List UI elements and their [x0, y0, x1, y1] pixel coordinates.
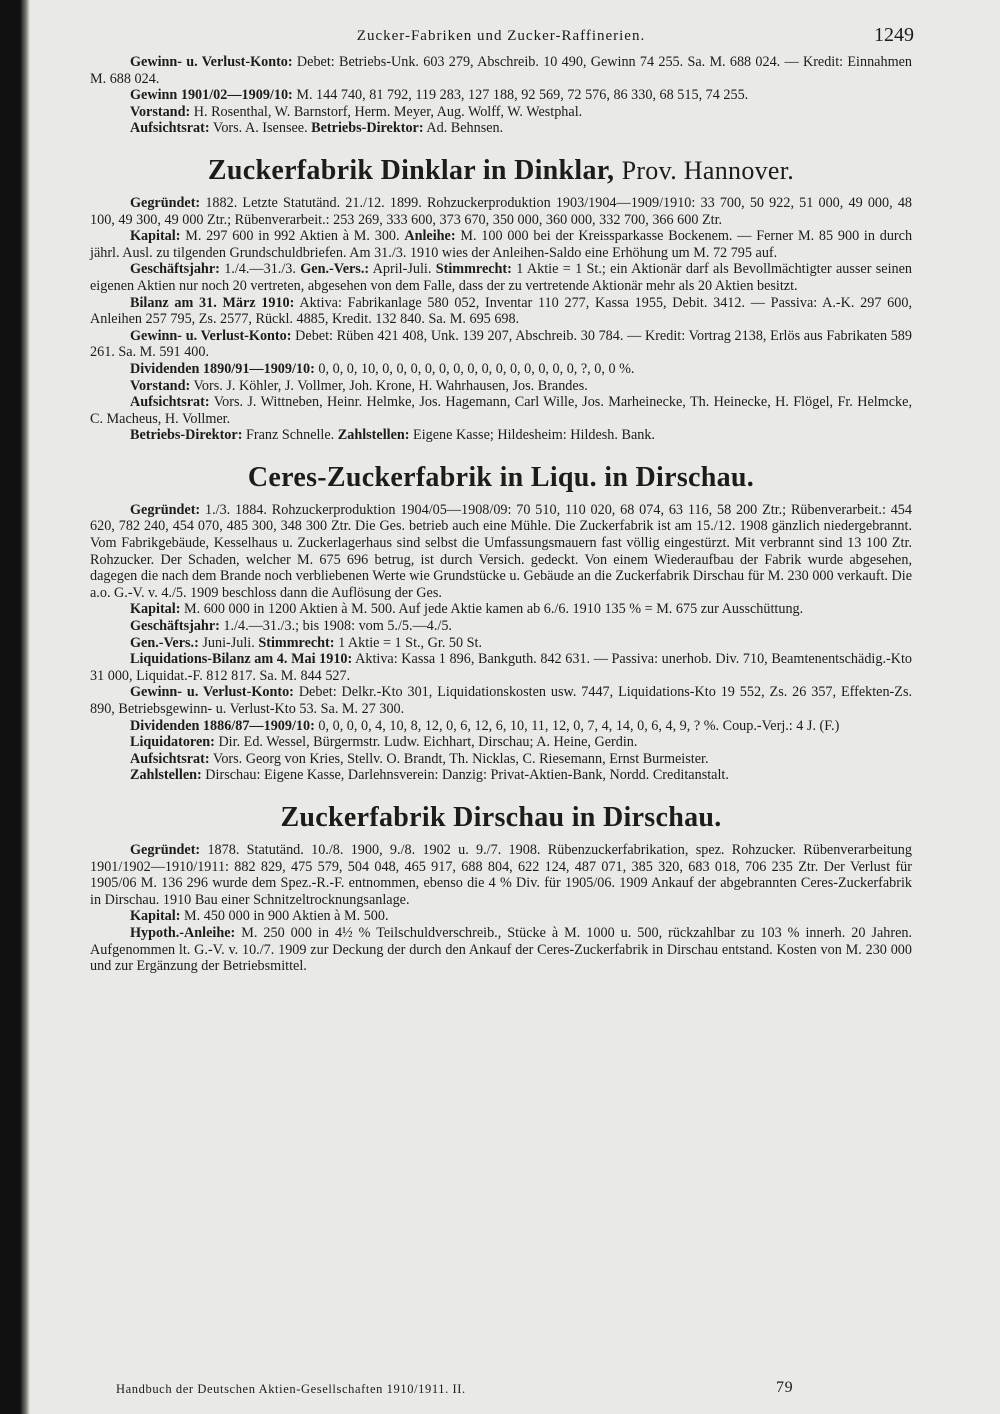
field-text: Franz Schnelle.	[245, 427, 335, 444]
field-label: Vorstand:	[130, 103, 191, 120]
field-text: 1./4.—31./3.; bis 1908: vom 5./5.—4./5.	[223, 618, 452, 635]
field-label: Gewinn- u. Verlust-Konto:	[130, 684, 294, 701]
field-text: Dirschau: Eigene Kasse, Darlehnsverein: Danzig: Privat-Aktien-Bank, Nordd. Creditanstalt.	[205, 767, 729, 784]
field-label: Aufsichtsrat:	[130, 394, 210, 411]
entry-paragraph	[90, 908, 912, 925]
page-number: 1249	[874, 24, 914, 46]
entry-paragraph	[90, 394, 912, 427]
entry-continuation	[90, 54, 912, 137]
field-label: Vorstand:	[130, 377, 191, 394]
field-text: 0, 0, 0, 0, 4, 10, 8, 12, 0, 6, 12, 6, 10, 11, 12, 0, 7, 4, 14, 0, 6, 4, 9, ? %. Coup.-Verj.: 4 J. (F.)	[318, 717, 840, 734]
field-label: Gegründet:	[130, 501, 201, 518]
entry-paragraph	[90, 427, 912, 444]
entry-paragraph	[90, 54, 912, 87]
field-label: Anleihe:	[404, 228, 456, 245]
field-text: Debet: Rüben 421 408, Unk. 139 207, Abschreib. 30 784. — Kredit: Vortrag 2138, Erlös aus Fabrikaten 589 261. Sa. M. 591 400.	[90, 327, 912, 361]
field-label: Gen.-Vers.:	[130, 634, 199, 651]
entry-paragraph	[90, 378, 912, 395]
company-heading-main: Ceres-Zuckerfabrik in Liqu. in Dirschau.	[247, 461, 755, 493]
field-text: 0, 0, 0, 10, 0, 0, 0, 0, 0, 0, 0, 0, 0, 0, 0, 0, 0, 0, ?, 0, 0 %.	[318, 360, 635, 377]
company-entry	[90, 502, 912, 784]
field-text: 1882. Letzte Statutänd. 21./12. 1899. Rohzuckerproduktion 1903/1904—1909/1910: 33 700, 50 922, 51 000, 49 000, 48 100, 49 300, 49 000 Ztr.; Rübenverarbeit.: 253 269, 333 600, 373 670, 350 000, 360 000, 332 700, 366 600 Ztr.	[90, 194, 913, 228]
entry-paragraph	[90, 842, 912, 908]
field-text: Dir. Ed. Wessel, Bürgermstr. Ludw. Eichhart, Dirschau; A. Heine, Gerdin.	[218, 734, 638, 751]
field-label: Aufsichtsrat:	[130, 750, 210, 767]
field-text: M. 600 000 in 1200 Aktien à M. 500. Auf jede Aktie kamen ab 6./6. 1910 135 % = M. 675 zur Ausschüttung.	[184, 601, 804, 618]
entry-paragraph	[90, 120, 912, 137]
field-label: Gewinn 1901/02—1909/10:	[130, 87, 293, 104]
entry-paragraph	[90, 751, 912, 768]
field-text: Debet: Betriebs-Unk. 603 279, Abschreib. 10 490, Gewinn 74 255. Sa. M. 688 024. — Kredit: Einnahmen M. 688 024.	[90, 54, 913, 87]
field-label: Dividenden 1890/91—1909/10:	[130, 360, 315, 377]
entry-paragraph	[90, 925, 912, 975]
field-label: Geschäftsjahr:	[130, 618, 220, 635]
running-head-title: Zucker-Fabriken und Zucker-Raffinerien.	[356, 28, 646, 44]
field-text: Eigene Kasse; Hildesheim: Hildesh. Bank.	[413, 427, 655, 444]
company-heading	[90, 462, 912, 494]
field-label: Zahlstellen:	[337, 427, 410, 444]
field-text: 1 Aktie = 1 St.; ein Aktionär darf als Bevollmächtigter ausser seinen eigenen Aktien nur noch 20 vertreten, abgesehen von dem Falle, dass der zu vertretende Aktionär mehr als 20 Aktien besitzt.	[90, 261, 913, 294]
field-text: H. Rosenthal, W. Barnstorf, Herm. Meyer, Aug. Wolff, W. Westphal.	[193, 103, 583, 120]
field-label: Gewinn- u. Verlust-Konto:	[130, 54, 293, 70]
field-text: Vors. Georg von Kries, Stellv. O. Brandt, Th. Nicklas, C. Riesemann, Ernst Burmeister.	[212, 750, 709, 767]
field-text: 1878. Statutänd. 10./8. 1900, 9./8. 1902 u. 9./7. 1908. Rübenzuckerfabrikation, spez. Rohzucker. Rübenverarbeitung 1901/1902—1910/1911: 882 829, 475 579, 504 048, 465 917, 688 804, 622 124, 487 071, 385 320, 683 018, 706 235 Ztr. Der Verlust für 1905/06 M. 136 296 wurde dem Spez.-R.-F. entnommen, ebenso die 4 % Div. für 1905/06. 1909 Ankauf der abgebrannten Ceres-Zuckerfabrik in Dirschau. 1910 Bau einer Schnitzeltrocknungsanlage.	[90, 841, 912, 908]
company-heading-rest: Prov. Hannover.	[621, 155, 795, 185]
field-label: Gegründet:	[130, 194, 201, 211]
company-heading-main: Zuckerfabrik Dirschau in Dirschau.	[280, 801, 722, 833]
field-label: Gegründet:	[130, 841, 201, 858]
field-text: Vors. J. Köhler, J. Vollmer, Joh. Krone, H. Wahrhausen, Jos. Brandes.	[193, 377, 588, 394]
field-label: Bilanz am 31. März 1910:	[130, 294, 295, 311]
entry-paragraph	[90, 734, 912, 751]
field-label: Betriebs-Direktor:	[311, 120, 424, 137]
field-text: Aktiva: Kassa 1 896, Bankguth. 842 631. — Passiva: unerhob. Div. 710, Beamtenentschädig.-Kto 31 000, Liquidat.-F. 812 817. Sa. M. 844 527.	[90, 651, 912, 684]
footer-text: Handbuch der Deutschen Aktien-Gesellschaften 1910/1911. II.	[116, 1382, 466, 1396]
entry-paragraph	[90, 87, 912, 104]
entry-paragraph	[90, 767, 912, 784]
field-label: Liquidations-Bilanz am 4. Mai 1910:	[130, 651, 353, 668]
entry-paragraph	[90, 261, 912, 294]
entry-paragraph	[90, 195, 912, 228]
entry-paragraph	[90, 651, 912, 684]
field-label: Hypoth.-Anleihe:	[130, 924, 236, 941]
entry-paragraph	[90, 684, 912, 717]
company-entry	[90, 195, 912, 444]
field-text: Debet: Delkr.-Kto 301, Liquidationskosten usw. 7447, Liquidations-Kto 19 552, Zs. 26 357, Effekten-Zs. 890, Betriebsgewinn- u. Verlust-Kto 53. Sa. M. 27 300.	[90, 684, 913, 717]
running-head	[90, 24, 912, 54]
field-label: Geschäftsjahr:	[130, 261, 220, 278]
field-text: Vors. A. Isensee.	[212, 120, 308, 137]
field-text: M. 297 600 in 992 Aktien à M. 300.	[185, 228, 400, 245]
field-text: Ad. Behnsen.	[426, 120, 504, 137]
field-label: Gen.-Vers.:	[300, 261, 370, 278]
company-entry	[90, 842, 912, 975]
field-label: Kapital:	[130, 228, 181, 245]
field-text: Aktiva: Fabrikanlage 580 052, Inventar 110 277, Kassa 1955, Debit. 3412. — Passiva: A.-K. 297 600, Anleihen 257 795, Zs. 2577, Rückl. 4885, Kredit. 132 840. Sa. M. 695 698.	[90, 294, 913, 328]
entry-paragraph	[90, 295, 912, 328]
company-heading-main: Zuckerfabrik Dinklar in Dinklar,	[207, 154, 615, 186]
field-text: Juni-Juli.	[202, 634, 255, 651]
field-text: April-Juli.	[372, 261, 432, 278]
field-label: Dividenden 1886/87—1909/10:	[130, 717, 315, 734]
entry-paragraph	[90, 502, 912, 602]
field-label: Stimmrecht:	[435, 261, 512, 278]
field-label: Zahlstellen:	[130, 767, 202, 784]
entry-paragraph	[90, 104, 912, 121]
entry-paragraph	[90, 635, 912, 652]
signature-mark: 79	[776, 1379, 794, 1396]
field-text: M. 250 000 in 4½ % Teilschuldverschreib., Stücke à M. 1000 u. 500, rückzahlbar zu 103 % innerh. 20 Jahren. Aufgenommen lt. G.-V. v. 10./7. 1909 zur Deckung der durch den Ankauf der Ceres-Zuckerfabrik in Dirschau entstand. Kosten von M. 230 000 und zur Ergänzung der Betriebsmittel.	[90, 924, 913, 975]
entry-paragraph	[90, 228, 912, 261]
field-label: Kapital:	[130, 908, 181, 925]
field-label: Gewinn- u. Verlust-Konto:	[130, 327, 292, 344]
field-text: M. 450 000 in 900 Aktien à M. 500.	[184, 908, 389, 925]
page-binding-edge	[0, 0, 30, 1414]
field-text: 1 Aktie = 1 St., Gr. 50 St.	[338, 634, 483, 651]
field-text: M. 100 000 bei der Kreissparkasse Bockenem. — Ferner M. 85 900 in durch jährl. Ausl. zu tilgenden Grundschuldbriefen. Am 31./3. 1910 wies der Anleihen-Saldo eine Erhöhung um M. 72 795 auf.	[90, 228, 913, 261]
page-footer	[116, 1379, 896, 1397]
entry-paragraph	[90, 718, 912, 735]
field-label: Aufsichtsrat:	[130, 120, 210, 137]
entry-paragraph	[90, 361, 912, 378]
field-label: Betriebs-Direktor:	[130, 427, 243, 444]
field-text: 1./3. 1884. Rohzuckerproduktion 1904/05—1908/09: 70 510, 110 020, 68 074, 63 116, 58 200 Ztr.; Rübenverarbeit.: 454 620, 782 240, 454 070, 485 300, 348 300 Ztr. Die Ges. betrieb auch eine Mühle. Die Zuckerfabrik ist am 15./12. 1908 gänzlich niedergebrannt. Vom Fabrikgebäude, Kesselhaus u. Zuckerlagerhaus sind selbst die Umfassungsmauern fast völlig eingestürzt. Mit verbrannt sind 13 100 Ztr. Rohzucker. Der Schaden, welcher M. 675 696 betrug, ist durch Versich. gedeckt. Von einem Wiederaufbau der Fabrik wurde abgesehen, dagegen die nach dem Brande noch verbliebenen Werte wie Grundstücke u. Gebäude an die Zuckerfabrik Dirschau für M. 230 000 verkauft. Die a.o. G.-V. v. 4./5. 1909 beschloss dann die Auflösung der Ges.	[90, 501, 912, 601]
entry-paragraph	[90, 618, 912, 635]
field-label: Liquidatoren:	[130, 734, 215, 751]
field-label: Kapital:	[130, 601, 181, 618]
company-heading	[90, 802, 912, 834]
document-page	[90, 24, 912, 975]
field-text: Vors. J. Wittneben, Heinr. Helmke, Jos. Hagemann, Carl Wille, Jos. Marheinecke, Th. Heinecke, H. Flögel, Fr. Helmcke, C. Macheus, H. Vollmer.	[90, 394, 912, 427]
entry-paragraph	[90, 328, 912, 361]
entry-paragraph	[90, 601, 912, 618]
field-text: M. 144 740, 81 792, 119 283, 127 188, 92 569, 72 576, 86 330, 68 515, 74 255.	[296, 87, 749, 104]
field-label: Stimmrecht:	[258, 634, 335, 651]
field-text: 1./4.—31./3.	[224, 261, 296, 278]
company-heading	[90, 155, 912, 187]
